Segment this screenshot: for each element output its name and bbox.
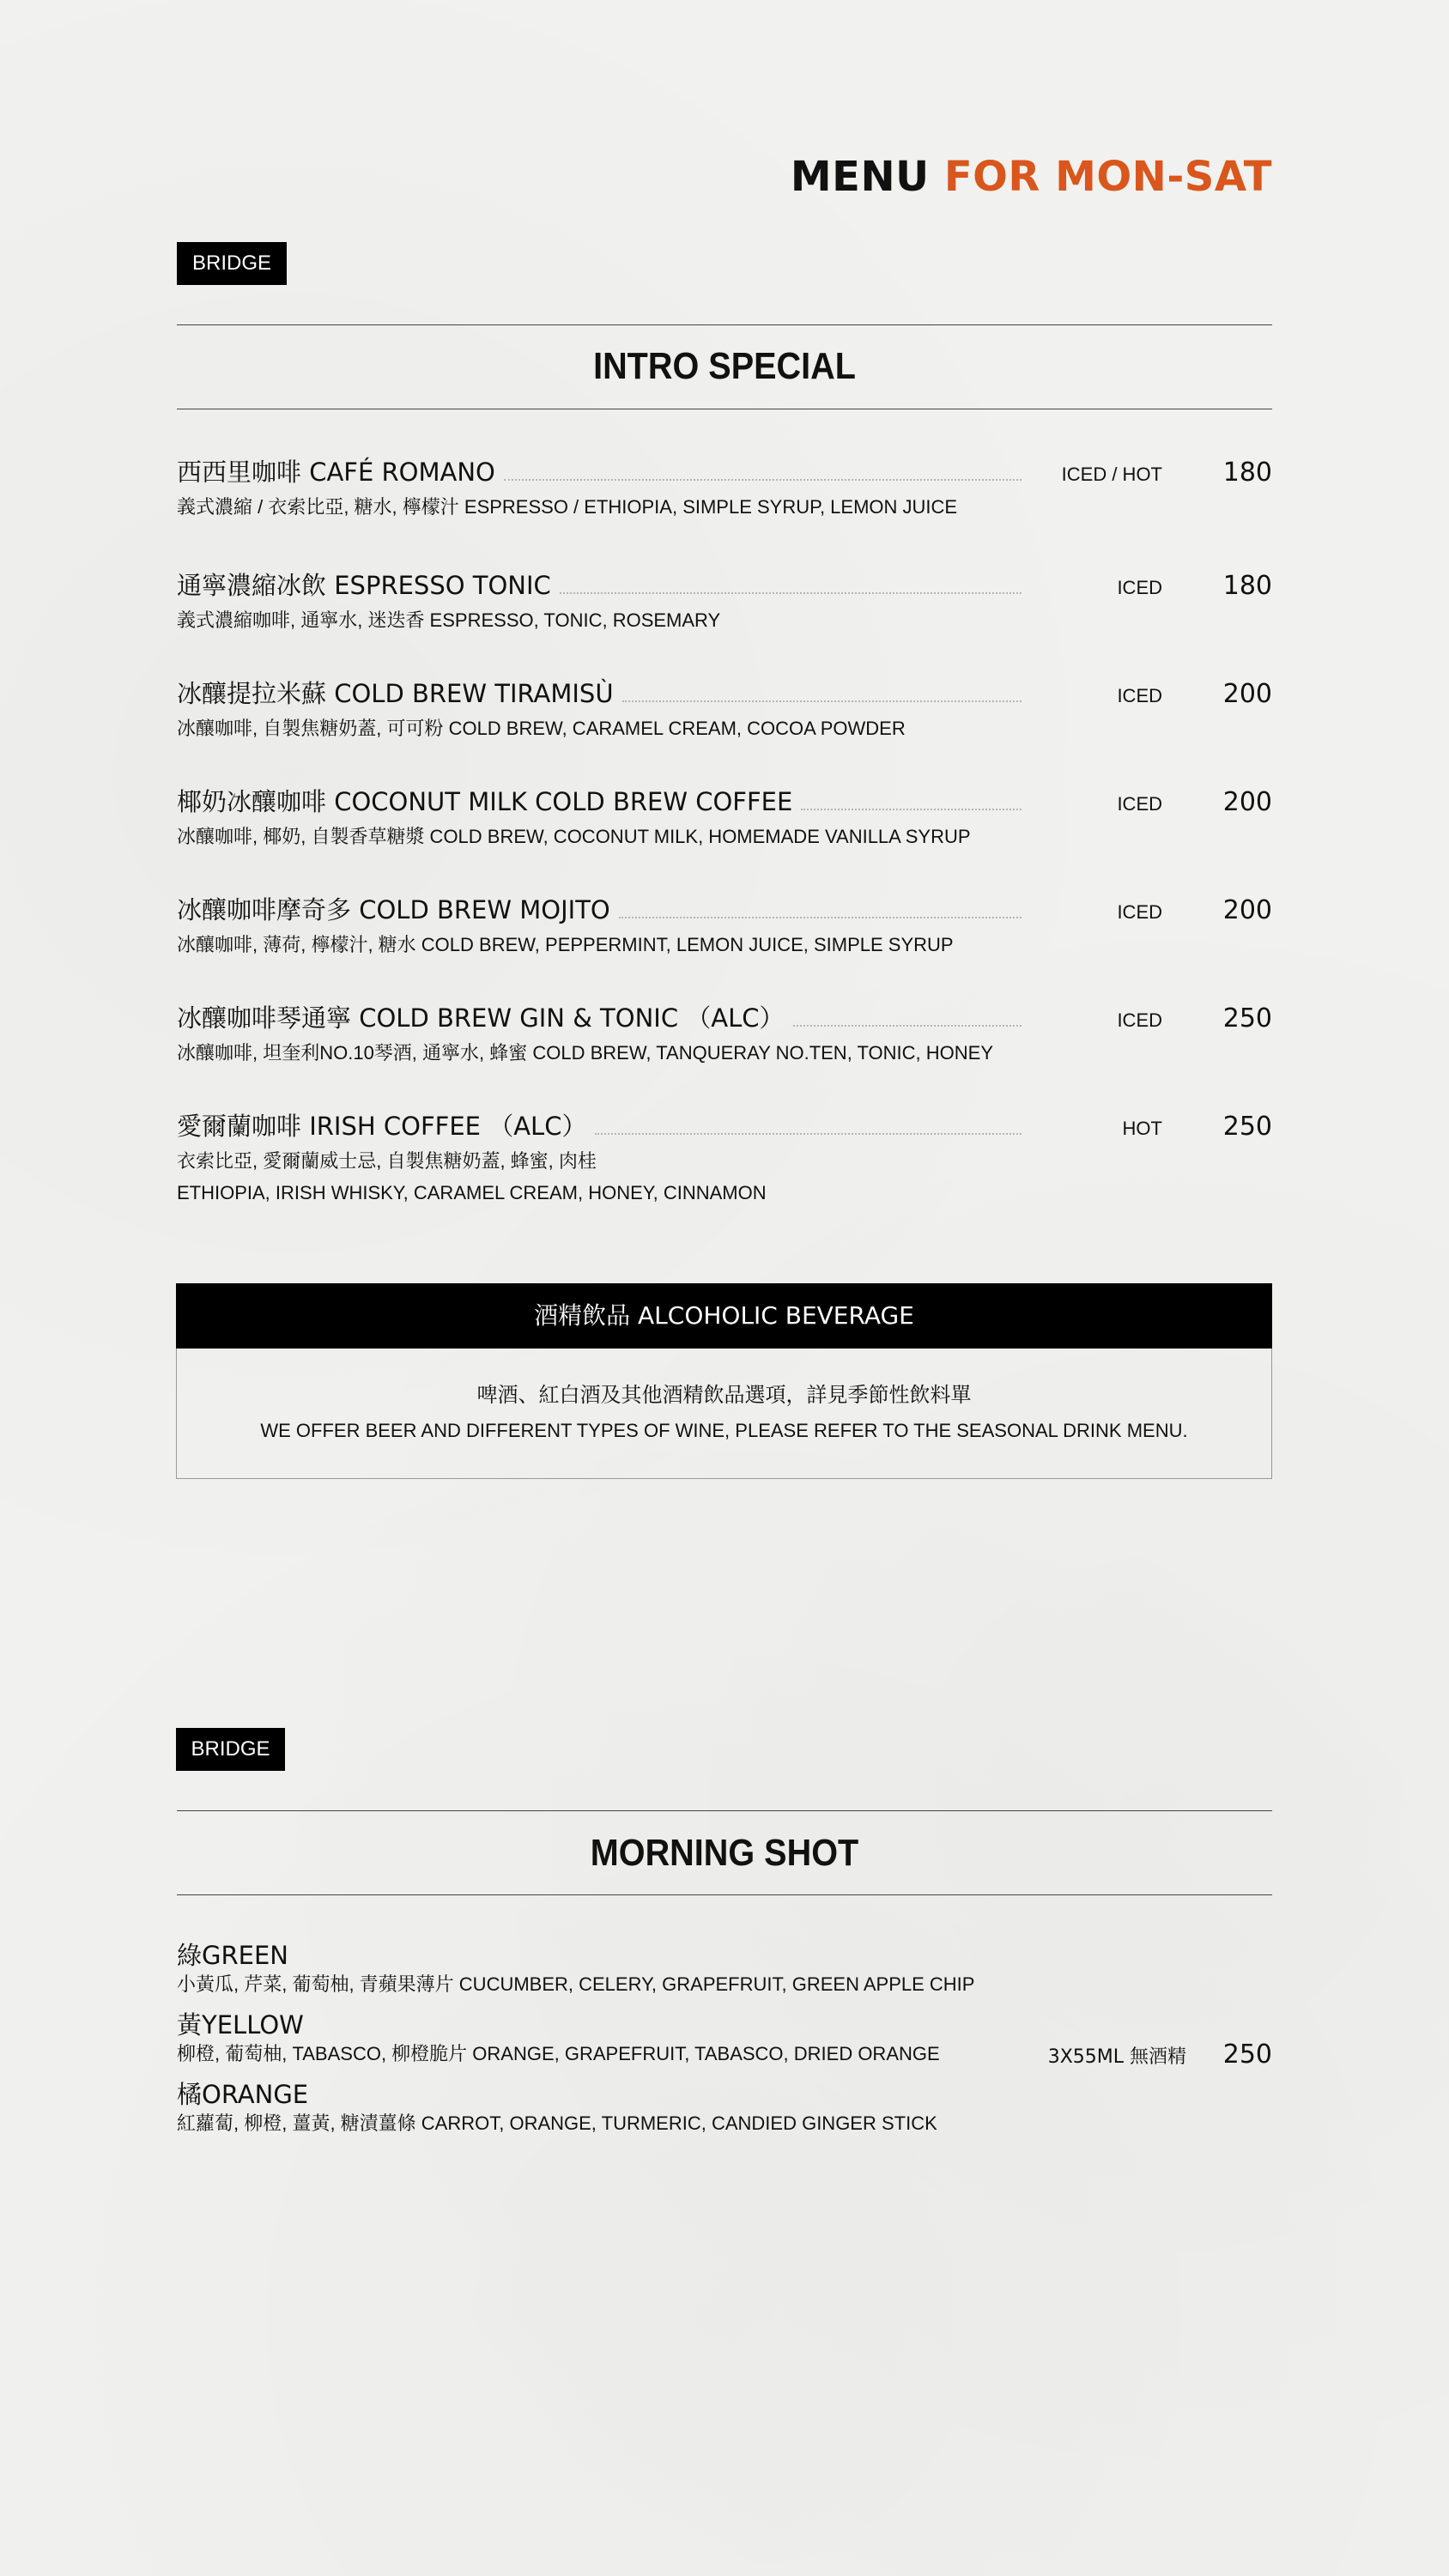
dotted-leader xyxy=(586,1109,1022,1135)
dotted-leader xyxy=(614,676,1022,702)
shot-volume: 3X55ML 無酒精 xyxy=(1047,2046,1186,2068)
item-description: 冰釀咖啡, 坦奎利NO.10琴酒, 通寧水, 蜂蜜 COLD BREW, TANQUERAY NO.TEN, TONIC, HONEY xyxy=(177,1042,994,1064)
alcoholic-beverage-header: 酒精飲品 ALCOHOLIC BEVERAGE xyxy=(176,1283,1272,1349)
dotted-leader xyxy=(495,455,1022,481)
morning-shot-green xyxy=(177,1939,1035,1997)
section-divider xyxy=(177,324,1272,325)
section-title-intro-special: INTRO SPECIAL xyxy=(593,345,856,387)
bridge-tag: BRIDGE xyxy=(176,1728,285,1771)
item-price: 180 xyxy=(1222,458,1272,488)
dotted-leader xyxy=(551,568,1022,594)
page-title-menu: MENU xyxy=(790,153,930,201)
item-name: 西西里咖啡 CAFÉ ROMANO xyxy=(177,458,495,487)
morning-shot-orange xyxy=(177,2078,1035,2137)
shot-name: 橘ORANGE xyxy=(177,2080,309,2109)
morning-shot-meta xyxy=(951,2040,1272,2070)
item-temperature: ICED xyxy=(1117,793,1162,815)
menu-item-cold-brew-mojito xyxy=(177,891,1272,957)
item-name: 愛爾蘭咖啡 IRISH COFFEE （ALC） xyxy=(177,1112,587,1141)
item-description: 衣索比亞, 愛爾蘭威士忌, 自製焦糖奶蓋, 蜂蜜, 肉桂 xyxy=(177,1150,597,1172)
dotted-leader xyxy=(785,1001,1022,1027)
section-title-morning-shot: MORNING SHOT xyxy=(590,1832,859,1874)
alcoholic-note-chinese: 啤酒、紅白酒及其他酒精飲品選項，詳見季節性飲料單 xyxy=(476,1383,972,1407)
dotted-leader xyxy=(610,893,1022,918)
item-name: 冰釀咖啡摩奇多 COLD BREW MOJITO xyxy=(177,895,610,924)
shot-description: 柳橙, 葡萄柚, TABASCO, 柳橙脆片 ORANGE, GRAPEFRUIT, TABASCO, DRIED ORANGE xyxy=(177,2043,940,2064)
alcoholic-beverage-box xyxy=(176,1283,1272,1479)
item-name: 通寧濃縮冰飲 ESPRESSO TONIC xyxy=(177,571,551,600)
item-temperature: HOT xyxy=(1122,1118,1162,1139)
item-name: 冰釀咖啡琴通寧 COLD BREW GIN & TONIC （ALC） xyxy=(177,1003,785,1033)
page-title xyxy=(791,153,1272,201)
menu-item-irish-coffee xyxy=(177,1107,1272,1204)
menu-item-coconut-milk-cold-brew xyxy=(177,783,1272,849)
shot-name: 綠GREEN xyxy=(177,1941,288,1970)
menu-item-cafe-romano xyxy=(177,453,1272,519)
item-description: 冰釀咖啡, 自製焦糖奶蓋, 可可粉 COLD BREW, CARAMEL CREAM, COCOA POWDER xyxy=(177,718,906,739)
page-title-schedule: FOR MON-SAT xyxy=(943,153,1272,201)
item-description: 冰釀咖啡, 椰奶, 自製香草糖漿 COLD BREW, COCONUT MILK, HOMEMADE VANILLA SYRUP xyxy=(177,826,971,847)
item-price: 250 xyxy=(1222,1112,1272,1142)
item-temperature: ICED xyxy=(1117,901,1162,923)
item-name: 冰釀提拉米蘇 COLD BREW TIRAMISÙ xyxy=(177,679,614,708)
item-temperature: ICED xyxy=(1117,685,1162,706)
item-temperature: ICED xyxy=(1117,1009,1162,1031)
dotted-leader xyxy=(792,785,1022,810)
item-description: 義式濃縮咖啡, 通寧水, 迷迭香 ESPRESSO, TONIC, ROSEMARY xyxy=(177,609,721,631)
item-description: 義式濃縮 / 衣索比亞, 糖水, 檸檬汁 ESPRESSO / ETHIOPIA, SIMPLE SYRUP, LEMON JUICE xyxy=(177,496,958,518)
shot-description: 小黃瓜, 芹菜, 葡萄柚, 青蘋果薄片 CUCUMBER, CELERY, GRAPEFRUIT, GREEN APPLE CHIP xyxy=(177,1973,975,1995)
item-temperature: ICED / HOT xyxy=(1061,464,1162,485)
shot-price: 250 xyxy=(1222,2040,1272,2070)
section-divider xyxy=(177,1810,1272,1811)
item-price: 250 xyxy=(1222,1003,1272,1033)
shot-name: 黃YELLOW xyxy=(177,2010,304,2040)
menu-item-cold-brew-tiramisu xyxy=(177,675,1272,741)
item-price: 180 xyxy=(1222,571,1272,601)
item-price: 200 xyxy=(1222,679,1272,709)
alcoholic-note-english: WE OFFER BEER AND DIFFERENT TYPES OF WINE, PLEASE REFER TO THE SEASONAL DRINK MENU. xyxy=(260,1420,1188,1441)
shot-description: 紅蘿蔔, 柳橙, 薑黃, 糖漬薑條 CARROT, ORANGE, TURMERIC, CANDIED GINGER STICK xyxy=(177,2112,937,2134)
menu-item-cold-brew-gin-tonic xyxy=(177,999,1272,1065)
item-temperature: ICED xyxy=(1117,577,1162,598)
bridge-tag: BRIDGE xyxy=(177,242,287,285)
item-price: 200 xyxy=(1222,787,1272,817)
menu-item-espresso-tonic xyxy=(177,567,1272,633)
item-price: 200 xyxy=(1222,895,1272,925)
section-divider xyxy=(177,1894,1272,1895)
item-description-english: ETHIOPIA, IRISH WHISKY, CARAMEL CREAM, HONEY, CINNAMON xyxy=(177,1182,767,1203)
item-name: 椰奶冰釀咖啡 COCONUT MILK COLD BREW COFFEE xyxy=(177,787,793,816)
item-description: 冰釀咖啡, 薄荷, 檸檬汁, 糖水 COLD BREW, PEPPERMINT, LEMON JUICE, SIMPLE SYRUP xyxy=(177,934,954,955)
morning-shot-yellow xyxy=(177,2009,1035,2067)
